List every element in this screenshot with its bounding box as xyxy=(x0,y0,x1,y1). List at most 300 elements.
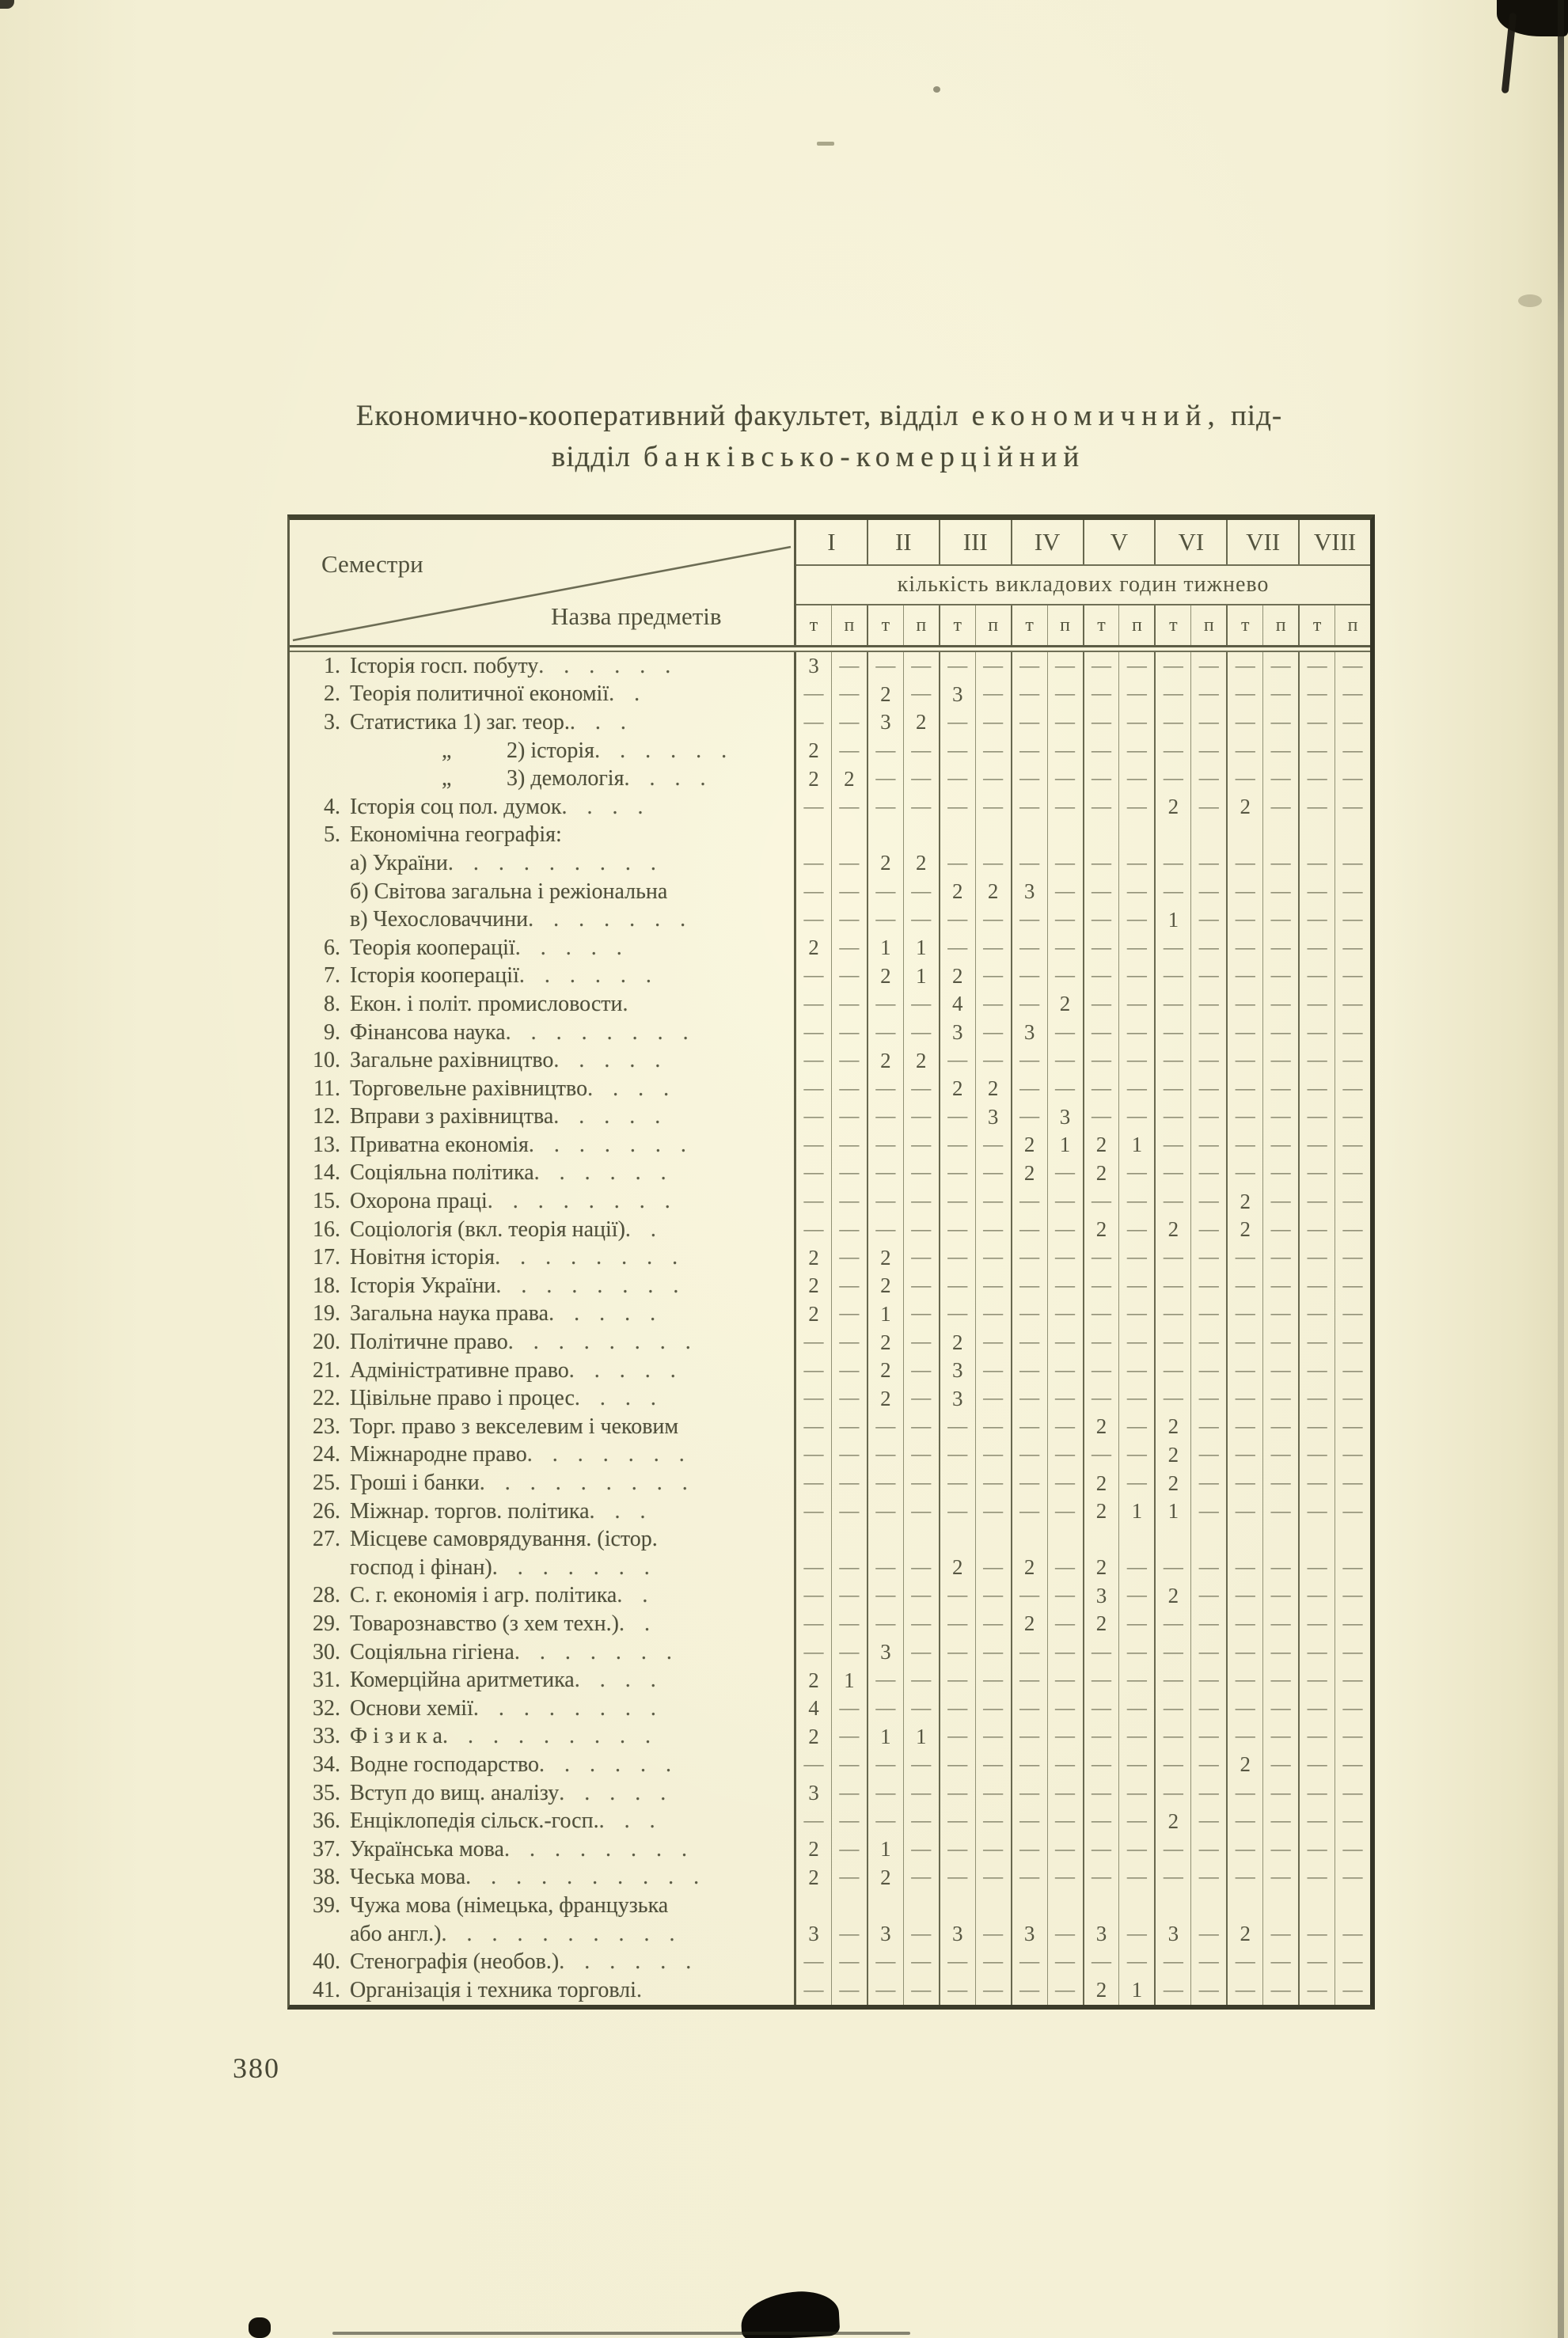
hours-cell: — xyxy=(1335,1864,1370,1892)
hours-cell: — xyxy=(1047,1864,1083,1892)
hours-cell: — xyxy=(903,1413,939,1441)
hours-cell: — xyxy=(975,652,1011,681)
dot-leader: . . . . . . xyxy=(538,653,678,678)
row-label xyxy=(290,849,796,878)
row-number: 41. xyxy=(313,1977,340,2002)
row-cells xyxy=(796,1131,1370,1160)
hours-cell: — xyxy=(1262,990,1298,1019)
hours-cell: — xyxy=(1118,905,1154,934)
hours-cell: — xyxy=(1190,1216,1226,1244)
hours-cell xyxy=(1083,822,1119,850)
row-label xyxy=(290,1948,796,1976)
row-number: 14. xyxy=(313,1160,340,1186)
hours-cell: — xyxy=(1262,934,1298,962)
row-label xyxy=(290,1384,796,1413)
hours-cell: — xyxy=(831,708,867,737)
hours-cell: — xyxy=(831,1864,867,1892)
hours-cell: — xyxy=(1190,878,1226,906)
hours-cell: — xyxy=(1226,1131,1262,1160)
hours-cell: — xyxy=(1011,1695,1047,1723)
subject-name: Цівільне право і процес xyxy=(350,1386,575,1411)
hours-cell: — xyxy=(903,1638,939,1667)
hours-cell: — xyxy=(867,652,903,681)
hours-cell: 2 xyxy=(1154,1441,1190,1470)
hours-cell: 2 xyxy=(808,1724,819,1748)
row-cells xyxy=(796,1187,1370,1216)
row-label xyxy=(290,1019,796,1047)
table-row xyxy=(290,1779,1370,1808)
scan-artifact-bottom-smudge xyxy=(740,2290,841,2338)
row-label xyxy=(290,1582,796,1611)
hours-cell: — xyxy=(1262,1638,1298,1667)
hours-cell: — xyxy=(1118,1103,1154,1132)
hours-cell: — xyxy=(1262,1441,1298,1470)
hours-cell: — xyxy=(975,681,1011,709)
row-cells xyxy=(796,1357,1370,1385)
hours-cell: — xyxy=(1047,1976,1083,2005)
dot-leader: . . . . . xyxy=(514,935,629,960)
table-row xyxy=(290,1554,1370,1582)
hours-cell: — xyxy=(1298,990,1335,1019)
row-label xyxy=(290,1695,796,1723)
hours-cell: 3 xyxy=(1047,1103,1083,1132)
row-label xyxy=(290,1497,796,1526)
hours-cell: — xyxy=(1047,1638,1083,1667)
hours-cell: 3 xyxy=(939,1920,975,1949)
hours-cell: — xyxy=(1083,849,1119,878)
hours-cell: — xyxy=(867,1948,903,1976)
row-number: 20. xyxy=(313,1330,340,1355)
hours-cell: 2 xyxy=(867,1243,903,1272)
row-cells xyxy=(796,1497,1370,1526)
subject-name: 2) історія xyxy=(507,738,595,763)
hours-cell: 2 xyxy=(1011,1160,1047,1188)
hours-cell: — xyxy=(1298,1779,1335,1808)
hours-cell: — xyxy=(975,962,1011,991)
hours-cell: — xyxy=(975,1582,1011,1611)
hours-cell: — xyxy=(939,1638,975,1667)
hours-cell: — xyxy=(903,1216,939,1244)
hours-cell: — xyxy=(1335,1497,1370,1526)
row-label xyxy=(290,1723,796,1752)
hours-cell: — xyxy=(1047,1751,1083,1779)
hours-cell: — xyxy=(1298,905,1335,934)
hours-cell: 2 xyxy=(1011,1131,1047,1160)
hours-cell: — xyxy=(1335,1187,1370,1216)
row-number: 7. xyxy=(324,963,340,989)
hours-cell: 3 xyxy=(939,1384,975,1413)
hours-cell: 3 xyxy=(939,1019,975,1047)
subject-name: Енціклопедія сільск.-госп. xyxy=(350,1809,599,1834)
hours-cell: — xyxy=(1226,1779,1262,1808)
hours-cell: — xyxy=(975,1357,1011,1385)
row-ditto-mark: „ xyxy=(442,766,452,791)
hours-cell: — xyxy=(975,1441,1011,1470)
table-row xyxy=(290,1976,1370,2005)
subject-name: Історія кооперації xyxy=(350,963,519,989)
hours-cell: — xyxy=(1154,708,1190,737)
tp-label: п xyxy=(831,605,867,645)
hours-cell: — xyxy=(803,1359,824,1381)
tp-label: т xyxy=(1298,605,1335,645)
hours-cell: 2 xyxy=(939,878,975,906)
hours-cell: — xyxy=(1118,1300,1154,1329)
hours-cell xyxy=(1335,822,1370,850)
hours-cell: 2 xyxy=(1154,793,1190,822)
hours-cell: — xyxy=(1154,878,1190,906)
hours-cell: — xyxy=(831,1357,867,1385)
hours-cell: 2 xyxy=(975,1075,1011,1103)
hours-cell: — xyxy=(1335,1807,1370,1835)
hours-cell: 3 xyxy=(808,1781,819,1805)
hours-cell: — xyxy=(1011,1441,1047,1470)
hours-cell: — xyxy=(831,1384,867,1413)
hours-cell: — xyxy=(1154,1976,1190,2005)
hours-cell: — xyxy=(903,1497,939,1526)
hours-cell: — xyxy=(1118,1666,1154,1695)
hours-cell: — xyxy=(1262,1723,1298,1752)
hours-cell: — xyxy=(1190,1835,1226,1864)
hours-cell: 3 xyxy=(939,681,975,709)
hours-cell: — xyxy=(1190,849,1226,878)
hours-cell xyxy=(1226,822,1262,850)
hours-cell: — xyxy=(1154,1638,1190,1667)
hours-cell: — xyxy=(803,795,824,818)
hours-cell: — xyxy=(831,1243,867,1272)
hours-cell: — xyxy=(1011,1187,1047,1216)
hours-cell: 2 xyxy=(1083,1160,1119,1188)
hours-cell: — xyxy=(867,1441,903,1470)
hours-cell: — xyxy=(1118,1807,1154,1835)
hours-cell: — xyxy=(1335,1357,1370,1385)
hours-cell: — xyxy=(1226,878,1262,906)
subject-name: Історія України xyxy=(350,1273,496,1298)
hours-cell: — xyxy=(1190,765,1226,793)
dot-leader: . . . . . . . . xyxy=(487,1189,678,1214)
hours-cell xyxy=(1262,1892,1298,1920)
hours-cell: — xyxy=(1118,765,1154,793)
hours-cell: — xyxy=(1190,1554,1226,1582)
hours-cell: 2 xyxy=(903,849,939,878)
dot-leader: . . . . . . xyxy=(594,738,735,763)
hours-cell: — xyxy=(803,993,824,1015)
hours-cell: — xyxy=(1083,652,1119,681)
hours-cell: — xyxy=(903,1666,939,1695)
row-cells xyxy=(796,1243,1370,1272)
hours-cell: — xyxy=(1190,1666,1226,1695)
hours-cell: — xyxy=(1047,1948,1083,1976)
hours-cell: — xyxy=(1190,990,1226,1019)
hours-cell: — xyxy=(831,1075,867,1103)
hours-cell: — xyxy=(1335,1328,1370,1357)
hours-cell: — xyxy=(975,1807,1011,1835)
hours-cell: — xyxy=(831,1638,867,1667)
hours-cell: — xyxy=(1083,1384,1119,1413)
row-label xyxy=(290,1835,796,1864)
page-title xyxy=(237,396,1401,478)
row-label xyxy=(290,905,796,934)
subject-name: Фінансова наука xyxy=(350,1019,506,1045)
table-row xyxy=(290,1695,1370,1723)
scan-artifact-top-left xyxy=(0,0,14,9)
hours-cell: — xyxy=(1298,1187,1335,1216)
table-row xyxy=(290,905,1370,934)
hours-cell: — xyxy=(831,737,867,765)
row-number: 6. xyxy=(324,935,340,960)
hours-cell: — xyxy=(803,1472,824,1494)
hours-cell: — xyxy=(1190,1469,1226,1497)
hours-cell: — xyxy=(1011,793,1047,822)
row-cells xyxy=(796,737,1370,765)
hours-cell: — xyxy=(1083,1864,1119,1892)
subject-name: Комерційна аритметика xyxy=(350,1668,575,1693)
hours-cell: 3 xyxy=(939,1357,975,1385)
hours-cell: 2 xyxy=(1154,1469,1190,1497)
row-number: 13. xyxy=(313,1132,340,1157)
hours-cell: — xyxy=(1011,962,1047,991)
hours-cell: — xyxy=(1335,1384,1370,1413)
dot-leader: . xyxy=(622,991,636,1016)
hours-cell: — xyxy=(1011,652,1047,681)
row-label xyxy=(290,990,796,1019)
hours-cell: — xyxy=(1298,1695,1335,1723)
hours-cell: — xyxy=(831,1187,867,1216)
hours-cell: — xyxy=(1118,1751,1154,1779)
hours-cell: — xyxy=(1190,681,1226,709)
hours-cell: — xyxy=(1298,1160,1335,1188)
hours-cell: — xyxy=(1047,1497,1083,1526)
hours-cell: — xyxy=(1226,1976,1262,2005)
hours-cell: — xyxy=(1083,737,1119,765)
table-body xyxy=(290,652,1370,2005)
hours-cell: — xyxy=(1335,1216,1370,1244)
hours-cell: — xyxy=(1298,1582,1335,1611)
table-row xyxy=(290,1835,1370,1864)
hours-cell: 2 xyxy=(808,1245,819,1270)
hours-cell: — xyxy=(1118,793,1154,822)
hours-cell: 2 xyxy=(1154,1582,1190,1611)
hours-cell: — xyxy=(1262,793,1298,822)
hours-cell: — xyxy=(975,1666,1011,1695)
hours-cell: 2 xyxy=(808,936,819,960)
row-cells xyxy=(796,1384,1370,1413)
hours-cell: — xyxy=(1047,1075,1083,1103)
hours-cell: — xyxy=(1226,990,1262,1019)
hours-cell: — xyxy=(1154,1723,1190,1752)
hours-cell xyxy=(1298,1525,1335,1554)
hours-cell: — xyxy=(1190,1187,1226,1216)
hours-cell: — xyxy=(939,1243,975,1272)
hours-cell: — xyxy=(1190,905,1226,934)
hours-cell: — xyxy=(939,1497,975,1526)
hours-cell: — xyxy=(1154,1131,1190,1160)
hours-cell: — xyxy=(1154,1328,1190,1357)
table-row xyxy=(290,737,1370,765)
hours-cell: — xyxy=(975,1779,1011,1808)
hours-cell: — xyxy=(1298,708,1335,737)
subject-name: в) Чехословаччини xyxy=(350,907,529,932)
hours-cell: — xyxy=(1083,1328,1119,1357)
hours-cell xyxy=(1226,1525,1262,1554)
hours-cell: — xyxy=(939,652,975,681)
hours-cell: — xyxy=(1226,962,1262,991)
row-cells xyxy=(796,708,1370,737)
hours-cell: — xyxy=(1335,1948,1370,1976)
title-line-2 xyxy=(237,437,1401,478)
row-label xyxy=(290,1666,796,1695)
hours-cell: — xyxy=(1226,1582,1262,1611)
hours-cell: — xyxy=(1011,765,1047,793)
hours-cell: — xyxy=(1226,905,1262,934)
hours-cell: — xyxy=(1154,1300,1190,1329)
hours-cell: — xyxy=(1011,1948,1047,1976)
hours-cell: — xyxy=(1083,878,1119,906)
table-row xyxy=(290,1046,1370,1075)
hours-cell: — xyxy=(975,1554,1011,1582)
title-text: Економично-кооперативний факультет, відділ xyxy=(355,400,959,432)
hours-cell: — xyxy=(803,1387,824,1410)
hours-cell: — xyxy=(1226,1723,1262,1752)
hours-cell: — xyxy=(1083,1723,1119,1752)
hours-cell: — xyxy=(975,737,1011,765)
hours-cell: 2 xyxy=(1011,1554,1047,1582)
dot-leader: . . . . xyxy=(574,1668,663,1693)
hours-cell: — xyxy=(1262,737,1298,765)
row-cells xyxy=(796,849,1370,878)
corner-label-semesters: Семестри xyxy=(321,550,423,578)
row-label xyxy=(290,1441,796,1470)
hours-cell xyxy=(1118,1525,1154,1554)
hours-cell: — xyxy=(1154,1751,1190,1779)
hours-cell: — xyxy=(867,1582,903,1611)
hours-cell xyxy=(1154,1525,1190,1554)
row-number: 39. xyxy=(313,1892,340,1918)
hours-cell: — xyxy=(803,1556,824,1578)
row-number: 24. xyxy=(313,1442,340,1467)
row-cells xyxy=(796,1638,1370,1667)
hours-cell xyxy=(796,1892,831,1920)
hours-cell: — xyxy=(1047,1582,1083,1611)
hours-cell: — xyxy=(1298,1920,1335,1949)
hours-cell: — xyxy=(939,793,975,822)
hours-cell: 2 xyxy=(867,1272,903,1300)
hours-cell: 3 xyxy=(1154,1920,1190,1949)
tp-label: т xyxy=(1083,605,1119,645)
hours-cell: — xyxy=(867,1103,903,1132)
hours-cell: — xyxy=(1118,681,1154,709)
hours-cell: — xyxy=(1011,1779,1047,1808)
table-row xyxy=(290,1920,1370,1949)
subject-name: Приватна економія xyxy=(350,1132,529,1157)
hours-cell: — xyxy=(1154,1835,1190,1864)
hours-cell xyxy=(796,1525,831,1554)
hours-cell: — xyxy=(1335,765,1370,793)
hours-cell xyxy=(939,1892,975,1920)
hours-cell: — xyxy=(1262,878,1298,906)
hours-cell: — xyxy=(803,1133,824,1156)
hours-cell: — xyxy=(1298,793,1335,822)
hours-cell xyxy=(1262,822,1298,850)
row-cells xyxy=(796,1835,1370,1864)
hours-cell: — xyxy=(939,1807,975,1835)
hours-cell: — xyxy=(1118,1216,1154,1244)
hours-cell: — xyxy=(1011,1075,1047,1103)
hours-cell: — xyxy=(1083,1751,1119,1779)
hours-cell: — xyxy=(831,1948,867,1976)
hours-cell: 2 xyxy=(867,1328,903,1357)
hours-cell: — xyxy=(1047,1666,1083,1695)
hours-cell: — xyxy=(1047,1835,1083,1864)
hours-cell: — xyxy=(1190,1384,1226,1413)
hours-cell: — xyxy=(903,1187,939,1216)
row-cells xyxy=(796,1103,1370,1132)
table-row xyxy=(290,652,1370,681)
hours-cell: — xyxy=(1118,1948,1154,1976)
hours-cell: — xyxy=(1226,1019,1262,1047)
hours-cell xyxy=(867,1525,903,1554)
hours-cell: — xyxy=(1262,1751,1298,1779)
hours-cell: — xyxy=(1298,1441,1335,1470)
hours-cell: — xyxy=(867,1075,903,1103)
hours-cell: — xyxy=(1335,1835,1370,1864)
hours-cell: 1 xyxy=(903,962,939,991)
hours-cell: — xyxy=(939,1413,975,1441)
hours-cell: 2 xyxy=(1083,1976,1119,2005)
hours-cell: — xyxy=(1083,1019,1119,1047)
table-row xyxy=(290,1216,1370,1244)
hours-cell: — xyxy=(1335,1131,1370,1160)
row-number: 37. xyxy=(313,1836,340,1862)
hours-cell: — xyxy=(831,934,867,962)
hours-cell: — xyxy=(1226,1075,1262,1103)
hours-cell: — xyxy=(1011,1751,1047,1779)
hours-cell: — xyxy=(1298,1497,1335,1526)
tp-label: п xyxy=(1262,605,1298,645)
table-row xyxy=(290,1413,1370,1441)
scan-artifact-right-smudge xyxy=(1518,294,1542,307)
hours-cell: — xyxy=(1298,1554,1335,1582)
hours-cell: — xyxy=(1190,1864,1226,1892)
hours-cell: — xyxy=(1118,1864,1154,1892)
dot-leader: . . . . . . . . xyxy=(495,1245,685,1270)
row-number: 1. xyxy=(324,653,340,678)
hours-cell: — xyxy=(1047,1187,1083,1216)
hours-cell: — xyxy=(903,1976,939,2005)
hours-cell: — xyxy=(1298,1807,1335,1835)
subject-name: Міжнар. торгов. політика xyxy=(350,1498,590,1524)
hours-cell: 2 xyxy=(1226,1216,1262,1244)
table-row xyxy=(290,1892,1370,1920)
row-cells xyxy=(796,1892,1370,1920)
hours-cell: — xyxy=(1047,1469,1083,1497)
hours-cell xyxy=(1083,1892,1119,1920)
hours-cell: — xyxy=(1226,1469,1262,1497)
hours-cell: — xyxy=(1335,1075,1370,1103)
scan-artifact-dot xyxy=(933,86,940,93)
hours-cell: — xyxy=(939,1046,975,1075)
row-number: 36. xyxy=(313,1809,340,1834)
hours-cell: — xyxy=(1335,849,1370,878)
hours-cell: — xyxy=(1298,1864,1335,1892)
hours-cell: — xyxy=(1118,1638,1154,1667)
row-label xyxy=(290,1751,796,1779)
hours-cell: — xyxy=(939,1948,975,1976)
hours-cell: 3 xyxy=(1011,1920,1047,1949)
dot-leader: . . . . . . . . xyxy=(507,1330,698,1355)
hours-cell: — xyxy=(1262,1243,1298,1272)
hours-cell: — xyxy=(1011,1864,1047,1892)
hours-cell: — xyxy=(903,1103,939,1132)
